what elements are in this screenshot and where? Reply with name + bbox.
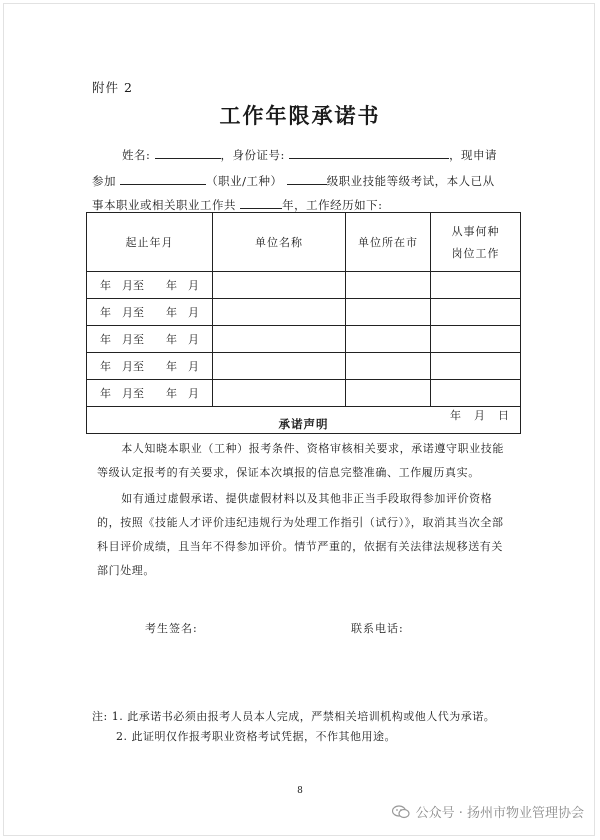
document-title: 工作年限承诺书	[219, 103, 381, 128]
join-label: 参加	[92, 174, 116, 188]
statement-paragraph-2: 如有通过虚假承诺、提供虚假材料以及其他非正当手段取得参加评价资格的，按照《技能人才评价违纪违规行为处理工作指引（试行）》，取消其当次全部科目评价成绩，且当年不得参加评价。情节严重的，依据有关法律法规移送有关部门处理。	[97, 492, 504, 577]
city-cell[interactable]	[346, 299, 431, 326]
date-label: 年 月 日	[450, 409, 510, 422]
header-unit-city: 单位所在市	[346, 213, 431, 272]
statement-title: 承诺声明	[278, 417, 329, 431]
signature-label: 考生签名:	[145, 622, 198, 635]
occupation-blank[interactable]	[120, 172, 206, 185]
city-cell[interactable]	[346, 326, 431, 353]
table-row	[87, 272, 521, 299]
years-label: 年，工作经历如下:	[282, 198, 383, 212]
id-label: ，身份证号:	[220, 148, 285, 162]
level-blank[interactable]	[287, 172, 327, 185]
wechat-icon	[392, 805, 410, 819]
phone-label: 联系电话:	[351, 622, 404, 635]
work-label: 事本职业或相关职业工作共	[92, 198, 236, 212]
note-2: 2. 此证明仅作报考职业资格考试凭据，不作其他用途。	[116, 730, 396, 743]
watermark	[392, 802, 584, 821]
header-post	[431, 213, 521, 272]
name-blank[interactable]	[155, 146, 221, 159]
period-cell[interactable]: 年 月至 年 月	[87, 353, 213, 380]
post-cell[interactable]	[431, 353, 521, 380]
work-history-table	[86, 212, 521, 635]
page-number: 8	[297, 786, 303, 796]
watermark-text: 公众号 · 扬州市物业管理协会	[415, 806, 584, 821]
intro-line-2	[92, 172, 495, 189]
period-cell[interactable]: 年 月至 年 月	[87, 380, 213, 407]
statement-cell	[87, 407, 521, 635]
intro-line-1	[122, 146, 497, 163]
apply-label: ，现申请	[449, 148, 498, 162]
unit-cell[interactable]	[213, 299, 346, 326]
table-header-row	[87, 213, 521, 272]
unit-cell[interactable]	[213, 353, 346, 380]
table-row	[87, 326, 521, 353]
unit-cell[interactable]	[213, 272, 346, 299]
period-cell[interactable]: 年 月至 年 月	[87, 272, 213, 299]
unit-cell[interactable]	[213, 380, 346, 407]
city-cell[interactable]	[346, 353, 431, 380]
statement-paragraph-1: 本人知晓本职业（工种）报考条件、资格审核相关要求，承诺遵守职业技能等级认定报考的有关要求，保证本次填报的信息完整准确、工作履历真实。	[97, 442, 504, 479]
level-label: 级职业技能等级考试，本人已从	[326, 174, 495, 188]
years-blank[interactable]	[240, 196, 282, 209]
header-period: 起止年月	[87, 213, 213, 272]
post-cell[interactable]	[431, 380, 521, 407]
table-row	[87, 299, 521, 326]
id-number-blank[interactable]	[289, 146, 449, 159]
header-post-line2: 岗位工作	[451, 247, 500, 260]
table-row	[87, 380, 521, 407]
statement-row	[87, 407, 521, 434]
intro-line-3	[92, 196, 383, 213]
period-cell[interactable]: 年 月至 年 月	[87, 299, 213, 326]
post-cell[interactable]	[431, 326, 521, 353]
city-cell[interactable]	[346, 380, 431, 407]
name-label: 姓名:	[122, 148, 151, 162]
header-unit-name: 单位名称	[213, 213, 346, 272]
header-post-line1: 从事何种	[451, 225, 500, 238]
period-cell[interactable]: 年 月至 年 月	[87, 326, 213, 353]
post-cell[interactable]	[431, 272, 521, 299]
occupation-label: （职业/工种）	[206, 174, 283, 188]
unit-cell[interactable]	[213, 326, 346, 353]
attachment-label: 附件 2	[92, 80, 133, 95]
table-row	[87, 353, 521, 380]
post-cell[interactable]	[431, 299, 521, 326]
city-cell[interactable]	[346, 272, 431, 299]
note-1: 注: 1. 此承诺书必须由报考人员本人完成，严禁相关培训机构或他人代为承诺。	[92, 710, 496, 723]
